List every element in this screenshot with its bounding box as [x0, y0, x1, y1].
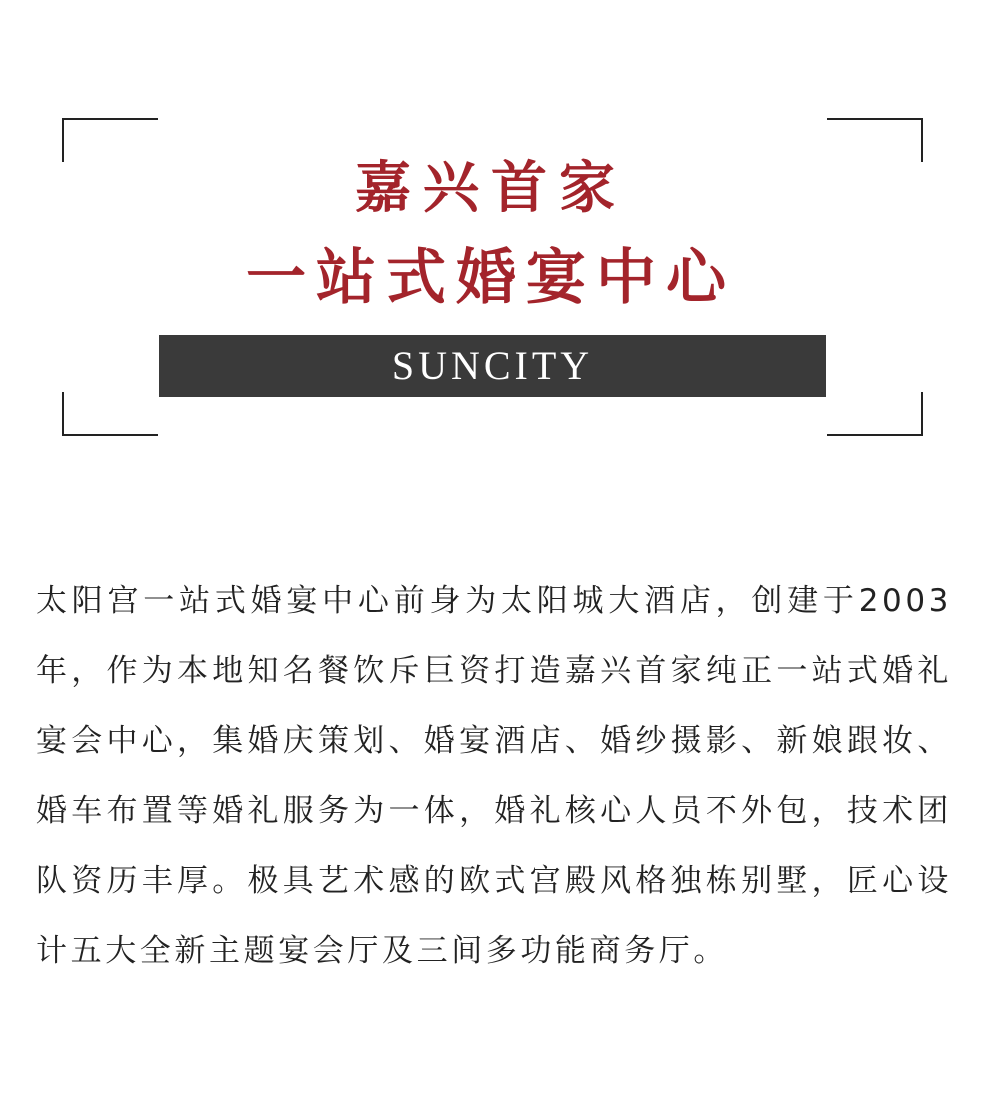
frame-corner-bottom-right — [827, 392, 923, 436]
intro-paragraph: 太阳宫一站式婚宴中心前身为太阳城大酒店，创建于2003年，作为本地知名餐饮斥巨资打造嘉兴首家纯正一站式婚礼宴会中心，集婚庆策划、婚宴酒店、婚纱摄影、新娘跟妆、婚车布置等婚礼服务为一体，婚礼核心人员不外包，技术团队资历丰厚。极具艺术感的欧式宫殿风格独栋别墅，匠心设计五大全新主题宴会厅及三间多功能商务厅。 — [36, 583, 952, 969]
suncity-banner: SUNCITY — [159, 335, 826, 397]
title-line-1: 嘉兴首家 — [355, 155, 627, 221]
frame-corner-bottom-left — [62, 392, 158, 436]
title-line-2: 一站式婚宴中心 — [246, 243, 736, 313]
